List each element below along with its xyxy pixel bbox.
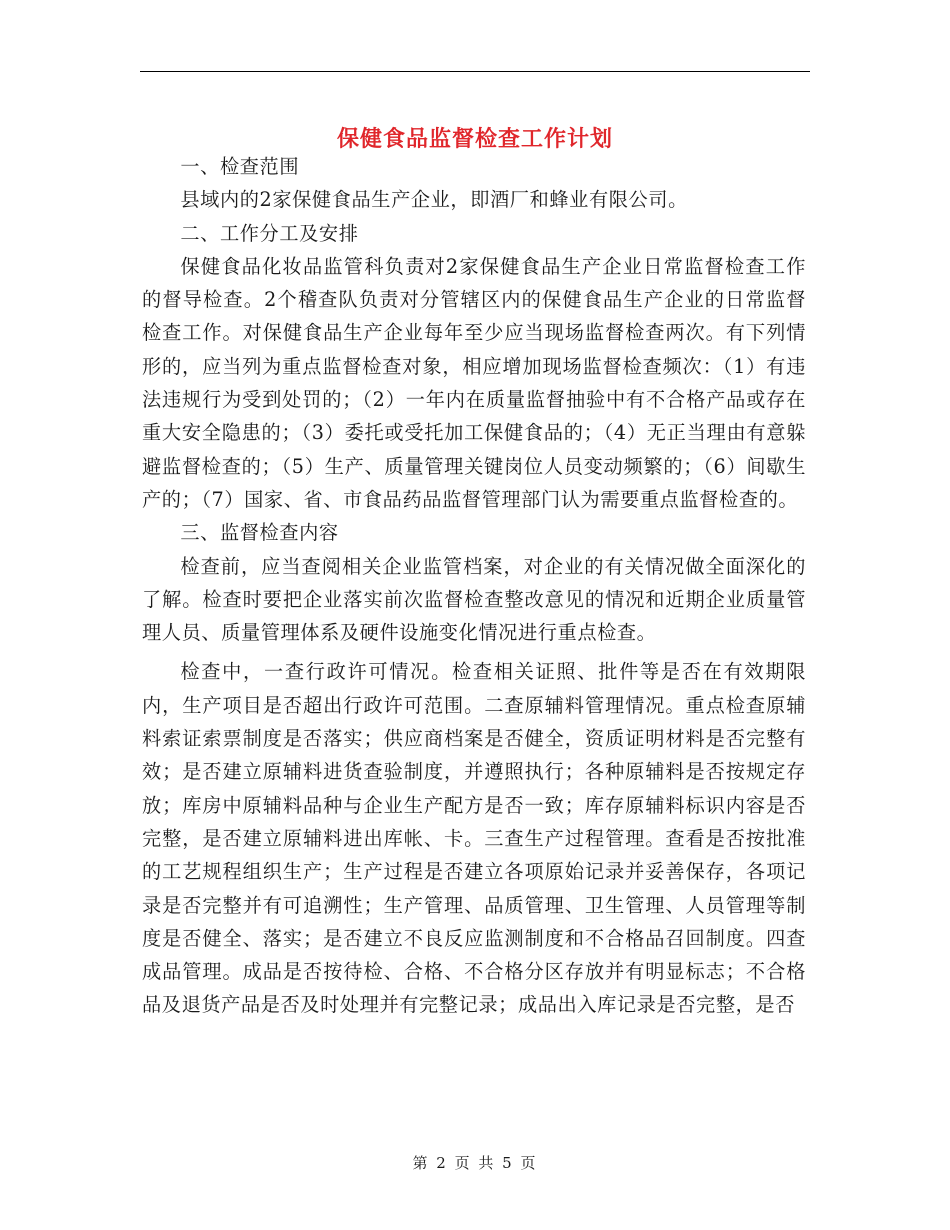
paragraph-during-inspection: 检查中，一查行政许可情况。检查相关证照、批件等是否在有效期限内，生产项目是否超出行政许可范围。二查原辅料管理情况。重点检查原辅料索证索票制度是否落实；供应商档案是否健全，资质证明材料是否完整有效；是否建立原辅料进货查验制度，并遵照执行；各种原辅料是否按规定存放；库房中原辅料品种与企业生产配方是否一致；库存原辅料标识内容是否完整，是否建立原辅料进出库帐、卡。三查生产过程管理。查看是否按批准的工艺规程组织生产；生产过程是否建立各项原始记录并妥善保存，各项记录是否完整并有可追溯性；生产管理、品质管理、卫生管理、人员管理等制度是否健全、落实；是否建立不良反应监测制度和不合格品召回制度。四查成品管理。成品是否按待检、合格、不合格分区存放并有明显标志；不合格品及退货产品是否及时处理并有完整记录；成品出入库记录是否完整，是否 — [142, 660, 806, 1017]
page-number: 第 2 页 共 5 页 — [412, 1154, 538, 1172]
section-heading-scope: 一、检查范围 — [180, 155, 300, 178]
section-heading-content: 三、监督检查内容 — [180, 521, 339, 545]
paragraph-scope: 县域内的2家保健食品生产企业，即酒厂和蜂业有限公司。 — [180, 188, 688, 212]
paragraph-before-inspection: 检查前，应当查阅相关企业监管档案，对企业的有关情况做全面深化的了解。检查时要把企业落实前次监督检查整改意见的情况和近期企业质量管理人员、质量管理体系及硬件设施变化情况进行重点检查。 — [142, 554, 806, 645]
header-rule — [140, 71, 810, 72]
section-heading-division: 二、工作分工及安排 — [180, 221, 359, 245]
paragraph-division: 保健食品化妆品监管科负责对2家保健食品生产企业日常监督检查工作的督导检查。2个稽查队负责对分管辖区内的保健食品生产企业的日常监督检查工作。对保健食品生产企业每年至少应当现场监督检查两次。有下列情形的，应当列为重点监督检查对象，相应增加现场监督检查频次：（1）有违法违规行为受到处罚的；（2）一年内在质量监督抽验中有不合格产品或存在重大安全隐患的；（3）委托或受托加工保健食品的；（4）无正当理由有意躲避监督检查的；（5）生产、质量管理关键岗位人员变动频繁的；（6）间歇生产的；（7）国家、省、市食品药品监督管理部门认为需要重点监督检查的。 — [142, 254, 806, 511]
document-body — [142, 150, 806, 1022]
document-title: 保健食品监督检查工作计划 — [336, 125, 613, 152]
